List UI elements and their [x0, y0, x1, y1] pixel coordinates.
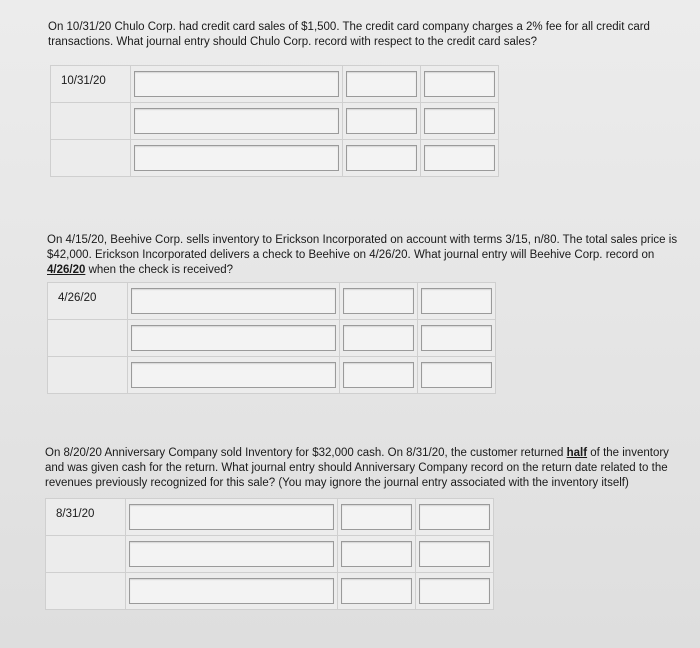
journal-row	[51, 103, 499, 140]
account-input[interactable]	[131, 362, 336, 388]
question-3-line-1: On 8/20/20 Anniversary Company sold Inventory for $32,000 cash. On 8/31/20, the customer returned	[45, 447, 567, 459]
account-input[interactable]	[134, 71, 339, 97]
debit-input[interactable]	[341, 541, 412, 567]
credit-input[interactable]	[421, 362, 492, 388]
credit-input[interactable]	[424, 145, 495, 171]
journal-row	[48, 283, 496, 320]
entry-date: 8/31/20	[46, 499, 126, 536]
question-2-line-2: $42,000. Erickson Incorporated delivers a check to Beehive on 4/26/20. What journal entry will Beehive Corp. record on	[47, 249, 655, 261]
debit-input[interactable]	[343, 325, 414, 351]
journal-table-2	[47, 282, 496, 394]
debit-input[interactable]	[346, 108, 417, 134]
credit-input[interactable]	[424, 71, 495, 97]
entry-date-empty	[46, 536, 126, 573]
entry-date-empty	[51, 103, 131, 140]
account-input[interactable]	[131, 325, 336, 351]
journal-table-1	[50, 65, 499, 177]
credit-input[interactable]	[424, 108, 495, 134]
credit-input[interactable]	[421, 288, 492, 314]
entry-date: 4/26/20	[48, 283, 128, 320]
question-1-text	[48, 20, 688, 50]
question-3-line-1-end: of the inventory	[587, 447, 669, 459]
entry-date-empty	[48, 320, 128, 357]
question-3-line-3: revenues previously recognized for this sale? (You may ignore the journal entry associated with the inventory itself)	[45, 477, 629, 489]
debit-input[interactable]	[346, 71, 417, 97]
question-3-underlined-word: half	[566, 447, 588, 459]
account-input[interactable]	[129, 541, 334, 567]
debit-input[interactable]	[346, 145, 417, 171]
account-input[interactable]	[129, 504, 334, 530]
account-input[interactable]	[131, 288, 336, 314]
credit-input[interactable]	[419, 578, 490, 604]
credit-input[interactable]	[419, 541, 490, 567]
question-2-text	[47, 233, 697, 278]
question-1-line-1: On 10/31/20 Chulo Corp. had credit card sales of $1,500. The credit card company charges a 2% fee for all credit card	[48, 21, 650, 33]
journal-row	[51, 66, 499, 103]
credit-input[interactable]	[421, 325, 492, 351]
journal-table-3	[45, 498, 494, 610]
journal-row	[46, 499, 494, 536]
debit-input[interactable]	[341, 504, 412, 530]
entry-date: 10/31/20	[51, 66, 131, 103]
account-input[interactable]	[134, 108, 339, 134]
question-3-text	[45, 446, 695, 491]
question-3-line-2: and was given cash for the return. What journal entry should Anniversary Company record on the return date related to the	[45, 462, 668, 474]
journal-row	[51, 140, 499, 177]
journal-row	[48, 357, 496, 394]
entry-date-empty	[48, 357, 128, 394]
debit-input[interactable]	[343, 288, 414, 314]
question-2-line-3: when the check is received?	[85, 264, 234, 276]
journal-row	[46, 536, 494, 573]
account-input[interactable]	[129, 578, 334, 604]
entry-date-empty	[46, 573, 126, 610]
credit-input[interactable]	[419, 504, 490, 530]
question-2-line-1: On 4/15/20, Beehive Corp. sells inventory to Erickson Incorporated on account with terms 3/15, n/80. The total sales price is	[47, 234, 678, 246]
journal-row	[46, 573, 494, 610]
debit-input[interactable]	[341, 578, 412, 604]
entry-date-empty	[51, 140, 131, 177]
journal-row	[48, 320, 496, 357]
account-input[interactable]	[134, 145, 339, 171]
question-1-line-2: transactions. What journal entry should Chulo Corp. record with respect to the credit card sales?	[48, 36, 537, 48]
question-2-underlined-date: 4/26/20	[47, 264, 86, 276]
debit-input[interactable]	[343, 362, 414, 388]
